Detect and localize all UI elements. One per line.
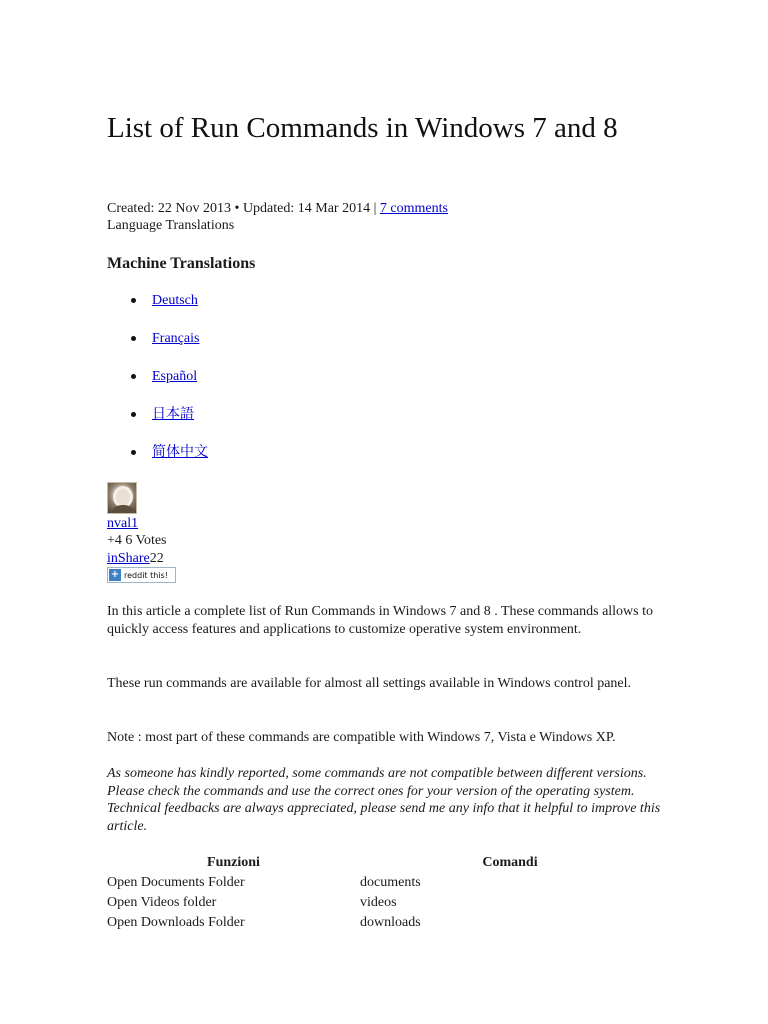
comments-link[interactable]: 7 comments: [379, 201, 448, 216]
language-list: [107, 292, 208, 482]
meta-pipe: |: [370, 201, 380, 216]
avatar-shoulders-shape: [110, 505, 136, 514]
disclaimer-paragraph: As someone has kindly reported, some commands are not compatible between different versions. Please check the commands and use the correct ones for your version of the operating system. Technical feedbacks are always appreciated, please send me any info that it helpful to improve this article.: [107, 766, 661, 834]
inshare-line: [107, 550, 164, 567]
table-row: [107, 913, 660, 933]
machine-translations-heading: Machine Translations: [107, 255, 256, 272]
votes-count: +4 6 Votes: [107, 533, 167, 548]
table-cell-command: documents: [360, 875, 421, 890]
list-item: [107, 406, 208, 444]
header-comandi: Comandi: [482, 855, 538, 870]
table-row: [107, 873, 660, 893]
table-header-row: [107, 853, 660, 873]
article-meta: [107, 200, 448, 217]
plus-icon: +: [110, 569, 120, 580]
table-row: [107, 893, 660, 913]
bullet-icon: [131, 450, 136, 455]
reddit-button[interactable]: [107, 567, 176, 583]
header-funzioni: Funzioni: [207, 855, 260, 870]
list-item: [107, 444, 208, 482]
table-cell-command: videos: [360, 895, 397, 910]
language-link-chinese[interactable]: 简体中文: [152, 445, 208, 460]
table-cell-function: Open Videos folder: [107, 895, 217, 910]
bullet-icon: [131, 374, 136, 379]
bullet-icon: [131, 336, 136, 341]
list-item: [107, 292, 208, 330]
table-cell-command: downloads: [360, 915, 421, 930]
author-line: [107, 515, 138, 532]
availability-paragraph: These run commands are available for almost all settings available in Windows control panel.: [107, 676, 632, 691]
language-translations-label: Language Translations: [107, 218, 235, 233]
page-title: List of Run Commands in Windows 7 and 8: [107, 112, 618, 144]
bullet-icon: [131, 298, 136, 303]
language-link-espanol[interactable]: Español: [152, 369, 198, 384]
reddit-label: reddit this!: [124, 570, 168, 580]
avatar[interactable]: [107, 482, 137, 514]
meta-separator: •: [231, 201, 243, 216]
intro-paragraph: In this article a complete list of Run Commands in Windows 7 and 8 . These commands allows to quickly access features and applications to customize operative system environment.: [107, 604, 654, 637]
language-link-deutsch[interactable]: Deutsch: [152, 293, 198, 308]
language-link-japanese[interactable]: 日本語: [152, 407, 194, 422]
language-link-francais[interactable]: Français: [152, 331, 200, 346]
list-item: [107, 368, 208, 406]
updated-date: Updated: 14 Mar 2014: [242, 201, 371, 216]
compatibility-note: Note : most part of these commands are compatible with Windows 7, Vista e Windows XP.: [107, 730, 616, 745]
list-item: [107, 330, 208, 368]
inshare-count: 22: [149, 551, 164, 566]
author-link[interactable]: nval1: [107, 516, 139, 531]
bullet-icon: [131, 412, 136, 417]
table-cell-function: Open Downloads Folder: [107, 915, 245, 930]
created-date: Created: 22 Nov 2013: [107, 201, 232, 216]
table-cell-function: Open Documents Folder: [107, 875, 245, 890]
inshare-link[interactable]: inShare: [107, 551, 150, 566]
commands-table: [107, 853, 660, 933]
avatar-head-shape: [116, 489, 130, 505]
